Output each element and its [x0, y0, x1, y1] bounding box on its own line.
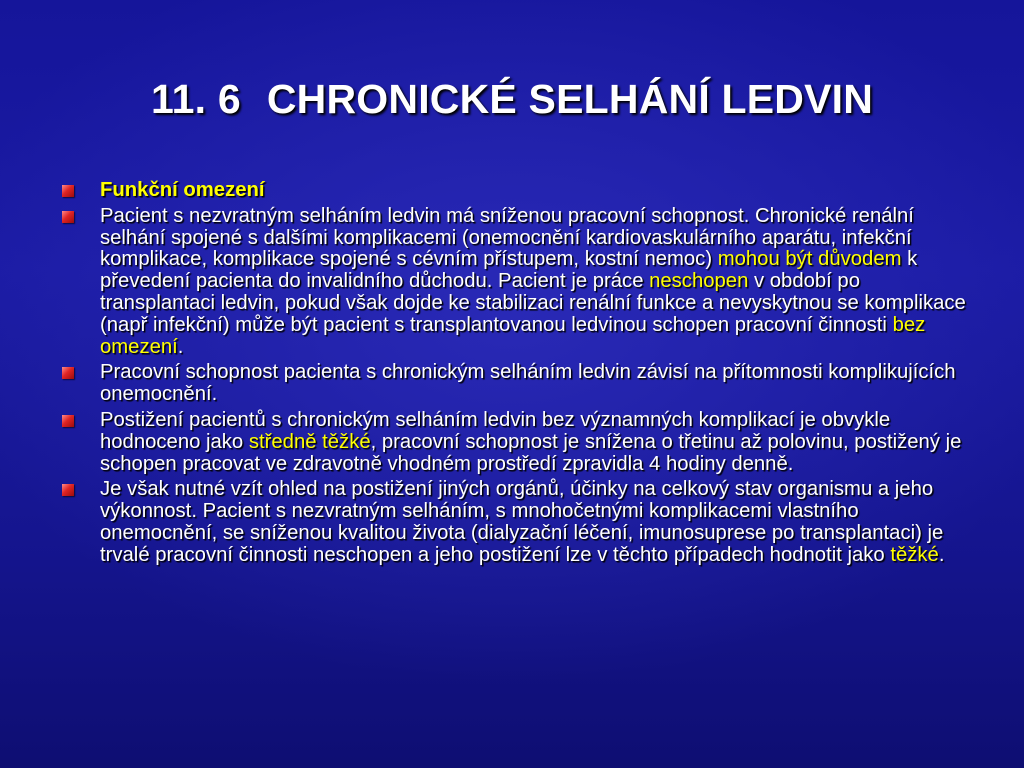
slide-title: [0, 74, 1024, 124]
bullet-item-other-organs: [62, 479, 972, 566]
square-bullet-icon: [62, 367, 74, 379]
bullet-text: k převedení pacienta do invalidního důchodu. Pacient je práce: [100, 248, 918, 293]
slide-title-number: 11. 6: [150, 76, 241, 122]
square-bullet-icon: [62, 415, 74, 427]
bullet-item-work-capacity: [62, 206, 972, 359]
slide-title-text: CHRONICKÉ SELHÁNÍ LEDVIN: [266, 76, 874, 122]
bullet-item-heading: [62, 180, 972, 202]
bullet-text: .: [177, 335, 184, 358]
bullet-text: Postižení pacientů s chronickým selháním ledvin bez významných komplikací je obvykle hodnoceno jako: [100, 408, 891, 453]
highlight-text: mohou být důvodem: [717, 248, 902, 271]
square-bullet-icon: [62, 484, 74, 496]
bullet-text: .: [938, 543, 945, 566]
bullet-text: Pacient s nezvratným selháním ledvin má sníženou pracovní schopnost. Chronické renální selhání spojené s dalšími komplikacemi (onemocnění kardiovaskulárního aparátu, infekční komplikace, komplikace spojené s cévním přístupem, kostní nemoc): [100, 204, 914, 271]
highlight-text: středně těžké: [248, 430, 371, 453]
section-heading: Funkční omezení: [100, 179, 265, 201]
square-bullet-icon: [62, 211, 74, 223]
bullet-text: v období po transplantaci ledvin, pokud však dojde ke stabilizaci renální funkce a nevyskytnou se komplikace (např infekční) může být pacient s transplantovanou ledvinou schopen pracovní činnosti: [100, 270, 966, 336]
bullet-text: Je však nutné vzít ohled na postižení jiných orgánů, účinky na celkový stav organismu a jeho výkonnost. Pacient s nezvratným selháním, s mnohočetnými komplikacemi vlastního onemocnění, se sníženou kvalitou života (dialyzační léčení, imunosuprese po transplantaci) je trvalé pracovní činnosti neschopen a jeho postižení lze v těchto případech hodnotit jako: [100, 478, 944, 566]
bullet-item-complications: [62, 362, 972, 406]
square-bullet-icon: [62, 185, 74, 197]
bullet-item-assessment: [62, 410, 972, 475]
bullet-text: Pracovní schopnost pacienta s chronickým selháním ledvin závisí na přítomnosti komplikujících onemocnění.: [100, 361, 956, 406]
bullet-text: , pracovní schopnost je snížena o třetinu až polovinu, postižený je schopen pracovat ve zdravotně vhodném prostředí zpravidla 4 hodiny denně.: [100, 430, 962, 475]
bullet-list: [62, 180, 972, 571]
highlight-text: těžké: [890, 543, 939, 566]
highlight-text: neschopen: [649, 270, 749, 293]
highlight-text: bez omezení: [100, 313, 926, 358]
